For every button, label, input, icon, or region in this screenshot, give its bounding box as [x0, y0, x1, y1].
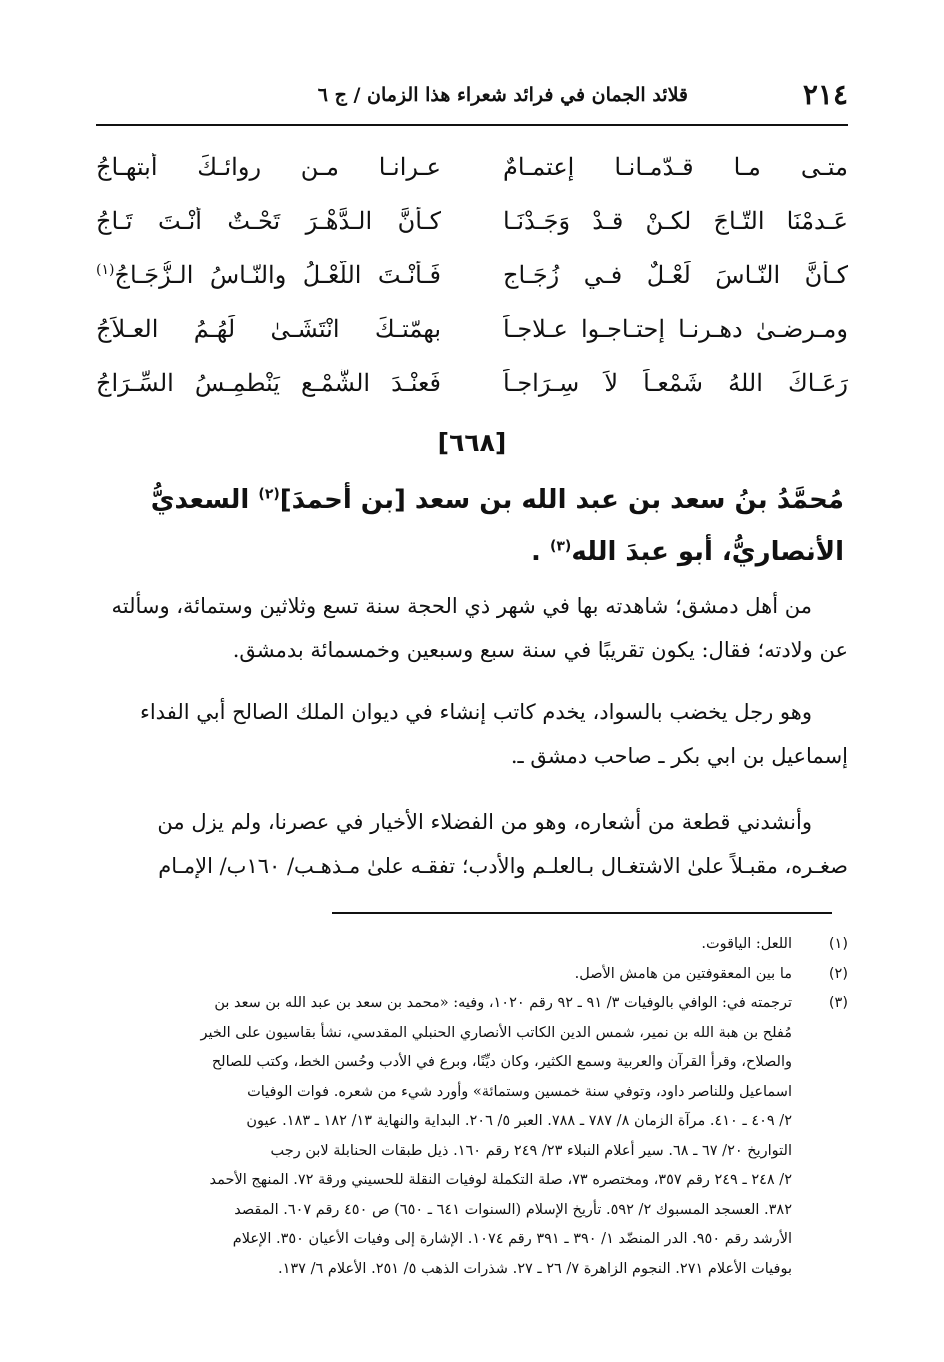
- paragraph: [96, 800, 848, 888]
- footnote-line: التواريخ ٢٠/ ٦٧ ـ ٦٨. سير أعلام النبلاء ٢٣/ ٢٤٩ رقم ١٦٠. ذيل طبقات الحنابلة لابن رجب: [270, 1142, 792, 1159]
- paragraph: [96, 690, 848, 778]
- paragraph-line: صغـره، مقبـلاً علىٰ الاشتغـال بـالعلـم والأدب؛ تفقـه علىٰ مـذهـب/ ١٦٠ب/ الإمـام: [158, 854, 848, 878]
- verse-text: فَـأنْـتَ اللّعْـلُ والنّـاسُ الـزُّجَـاجُ: [114, 261, 441, 289]
- poem-verse: [96, 356, 848, 410]
- verse-first-hemistich: متـى مـا قـدّمـانـا إعتمـامٌ: [503, 153, 848, 181]
- poem: [96, 140, 848, 410]
- footnote-line: اللعل: الياقوت.: [701, 936, 792, 952]
- footnote-separator: [332, 912, 832, 914]
- entry-title: [104, 474, 844, 578]
- verse-first-hemistich: ومـرضـىٰ دهـرنـا إحتـاجـوا عـلاجـاً: [503, 315, 848, 343]
- entry-number: [٦٦٨]: [437, 428, 507, 457]
- footnote-line: ٢/ ٤٠٩ ـ ٤١٠. مرآة الزمان ٨/ ٧٨٧ ـ ٧٨٨. العبر ٥/ ٢٠٦. البداية والنهاية ١٣/ ١٨٢ ـ ١٨٣. عيون: [246, 1113, 792, 1129]
- paragraph: [96, 584, 848, 672]
- entry-title-line: [104, 526, 844, 578]
- entry-title-line: [104, 474, 844, 526]
- poem-verse: [96, 140, 848, 194]
- footnote-number: (٢): [828, 965, 848, 982]
- entry-name: مُحمَّدُ بنُ سعد بن عبد الله بن سعد [بن أحمدَ]: [279, 485, 844, 515]
- entry-name: الأنصاريُّ، أبو عبدَ الله: [571, 537, 844, 567]
- paragraph-line: وهو رجل يخضب بالسواد، يخدم كاتب إنشاء في ديوان الملك الصالح أبي الفداء: [139, 700, 812, 724]
- footnote-number: (١): [828, 936, 848, 952]
- entry-name: .: [531, 537, 550, 567]
- footnote-marker: (١): [96, 262, 115, 278]
- footnote-line: والصلاح، وقرأ القرآن والعربية وسمع الكثير، وكان ديِّنًا، وبرع في الأدب وحُسن الخط، وكتب للصالح: [211, 1054, 792, 1070]
- verse-second-hemistich: كـأنَّ الـدَّهْـرَ تَحْـتٌ أنْـتَ تَـاجُ: [96, 207, 441, 235]
- footnote-line: الأرشد رقم ٩٥٠. الدر المنضّد ١/ ٣٩٠ ـ ٣٩١ رقم ١٠٧٤. الإشارة إلى وفيات الأعيان ٣٥٠. الإعلام: [232, 1231, 792, 1247]
- entry-name: السعديُّ: [150, 485, 259, 515]
- poem-verse: [96, 302, 848, 356]
- verse-second-hemistich: فَعنْـدَ الشَّمْـعِ يَنْطمِـسُ السِّـرَاجُ: [96, 369, 441, 397]
- verse-second-hemistich: بهمّتـكَ انْتَشَـىٰ لَهُـمُ العـلاَجُ: [96, 315, 441, 343]
- footnote-marker: (٣): [549, 538, 572, 555]
- footnote-line: ٣٨٢. العسجد المسبوك ٢/ ٥٩٢. تأريخ الإسلام (السنوات ٦٤١ ـ ٦٥٠) ص ٤٥٠ رقم ٦٠٧. المقصد: [234, 1201, 792, 1218]
- running-title: قلائد الجمان في فرائد شعراء هذا الزمان / ج ٦: [317, 84, 688, 106]
- poem-verse: [96, 248, 848, 302]
- verse-first-hemistich: رَعَـاكَ اللهُ شَمْعـاً لاَ سِـرَاجـاً: [503, 369, 848, 397]
- verse-second-hemistich: عـرانـا مـن روائـكَ أبتهـاجُ: [96, 153, 441, 181]
- footnote-line: مُفلح بن هبة الله بن نمير، شمس الدين الكاتب الأنصاري الحنبلي المقدسي، نشأ بقاسيون على الخير: [200, 1024, 792, 1041]
- footnote: [96, 960, 848, 990]
- poem-verse: [96, 194, 848, 248]
- footnote-body: [96, 989, 792, 1284]
- footnote: [96, 930, 848, 960]
- footnote-number: (٣): [828, 995, 848, 1011]
- page-number: ٢١٤: [802, 78, 848, 111]
- verse-second-hemistich: [96, 261, 441, 289]
- page-header: [96, 78, 848, 118]
- footnote-line: بوفيات الأعلام ٢٧١. النجوم الزاهرة ٧/ ٢٦ ـ ٢٧. شذرات الذهب ٥/ ٢٥١. الأعلام ٦/ ١٣٧.: [277, 1260, 792, 1277]
- paragraph-line: عن ولادته؛ فقال: يكون تقريبًا في سنة سبع وسبعين وخمسمائة بدمشق.: [232, 638, 848, 662]
- paragraph-line: إسماعيل بن ابي بكر ـ صاحب دمشق ـ.: [510, 744, 848, 768]
- footnote-body: [96, 960, 792, 990]
- footnote-body: [96, 930, 792, 960]
- footnote-line: ٢/ ٢٤٨ ـ ٢٤٩ رقم ٣٥٧، ومختصره ٧٣، صلة التكملة لوفيات النقلة للحسيني ورقة ٧٢. المنهج الأحمد: [209, 1172, 792, 1188]
- paragraph-line: وأنشدني قطعة من أشعاره، وهو من الفضلاء الأخيار في عصرنا، ولم يزل من: [157, 810, 812, 834]
- footnote-marker: (٢): [258, 486, 280, 503]
- verse-first-hemistich: عَـدمْنَا التّـاجَ لكـنْ قـدْ وَجَـدْنَـا: [503, 207, 848, 235]
- footnote-line: ترجمته في: الوافي بالوفيات ٣/ ٩١ ـ ٩٢ رقم ١٠٢٠، وفيه: «محمد بن سعد بن عبد الله بن سعد بن: [214, 995, 792, 1011]
- footnote-line: اسماعيل وللناصر داود، وتوفي سنة خمسين وستمائة» وأورد شيء من شعره. فوات الوفيات: [247, 1083, 792, 1100]
- footnotes: [96, 930, 848, 1284]
- footnote-line: ما بين المعقوفتين من هامش الأصل.: [574, 965, 792, 982]
- paragraph-line: من أهل دمشق؛ شاهدته بها في شهر ذي الحجة سنة تسع وثلاثين وستمائة، وسألته: [111, 594, 812, 618]
- header-rule: [96, 124, 848, 126]
- footnote: [96, 989, 848, 1284]
- verse-first-hemistich: كـأنَّ النّـاسَ لَعْـلٌ فـي زُجَـاجٍ: [503, 261, 848, 289]
